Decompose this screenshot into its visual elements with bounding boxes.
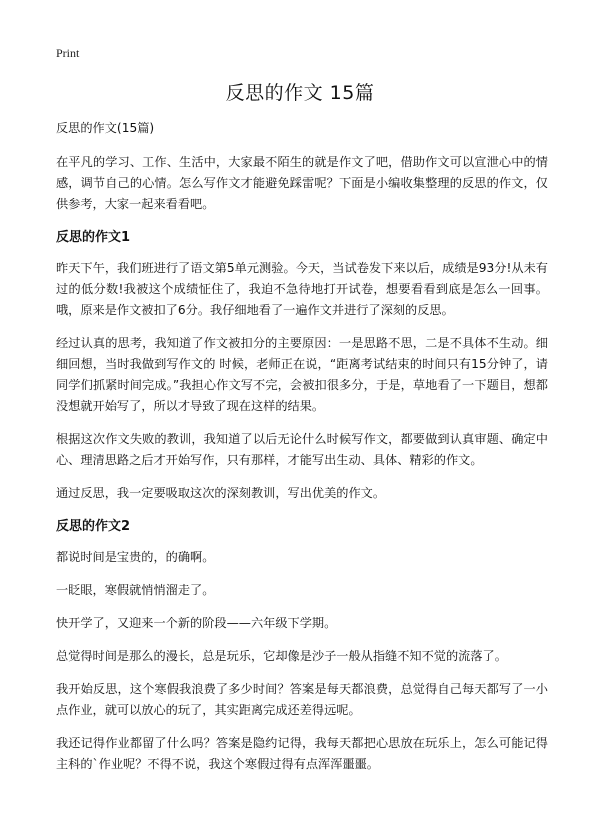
paragraph: 昨天下午，我们班进行了语文第5单元测验。今天，当试卷发下来以后，成绩是93分!从未有过的低分数!我被这个成绩怔住了，我迫不急待地打开试卷，想要看看到底是怎么一回事。哦，原来是作文被扣了6分。我仔细地看了一遍作文并进行了深刻的反思。 [56,261,548,317]
document-title: 反思的作文 15篇 [225,82,375,104]
section-essay-2 [56,516,548,775]
paragraph: 我开始反思，这个寒假我浪费了多少时间？答案是每天都浪费，总觉得自己每天都写了一小点作业，就可以放心的玩了，其实距离完成还差得远呢。 [56,682,548,717]
paragraph: 都说时间是宝贵的，的确啊。 [56,550,215,564]
document-body [56,118,548,787]
paragraph: 通过反思，我一定要吸取这次的深刻教训，写出优美的作文。 [56,486,386,500]
print-link[interactable]: Print [56,46,80,60]
intro-paragraph: 在平凡的学习、工作、生活中，大家最不陌生的就是作文了吧，借助作文可以宣泄心中的情感，调节自己的心情。怎么写作文才能避免踩雷呢？下面是小编收集整理的反思的作文，仅供参考，大家一起来看看吧。 [56,155,548,211]
paragraph: 一眨眼，寒假就悄悄溜走了。 [56,583,215,597]
paragraph: 我还记得作业都留了什么吗？答案是隐约记得，我每天都把心思放在玩乐上，怎么可能记得主科的`作业呢？不得不说，我这个寒假过得有点浑浑噩噩。 [56,736,548,771]
section-essay-1 [56,227,548,504]
paragraph: 经过认真的思考，我知道了作文被扣分的主要原因：一是思路不思，二是不具体不生动。细细回想，当时我做到写作文的 时候，老师正在说，“距离考试结束的时间只有15分钟了，请同学们抓紧时间完成。”我担心作文写不完，会被扣很多分，于是，草地看了一下题目，想都没想就开始写了，所以才导致了现在这样的结果。 [56,336,548,413]
section-heading: 反思的作文2 [56,519,131,534]
document-subtitle: 反思的作文(15篇) [56,121,155,135]
paragraph: 快开学了，又迎来一个新的阶段——六年级下学期。 [56,616,337,630]
paragraph: 根据这次作文失败的教训，我知道了以后无论什么时候写作文，都要做到认真审题、确定中心、理清思路之后才开始写作，只有那样，才能写出生动、具体、精彩的作文。 [56,432,548,467]
section-heading: 反思的作文1 [56,230,131,245]
paragraph: 总觉得时间是那么的漫长，总是玩乐，它却像是沙子一般从指缝不知不觉的流落了。 [56,649,507,663]
